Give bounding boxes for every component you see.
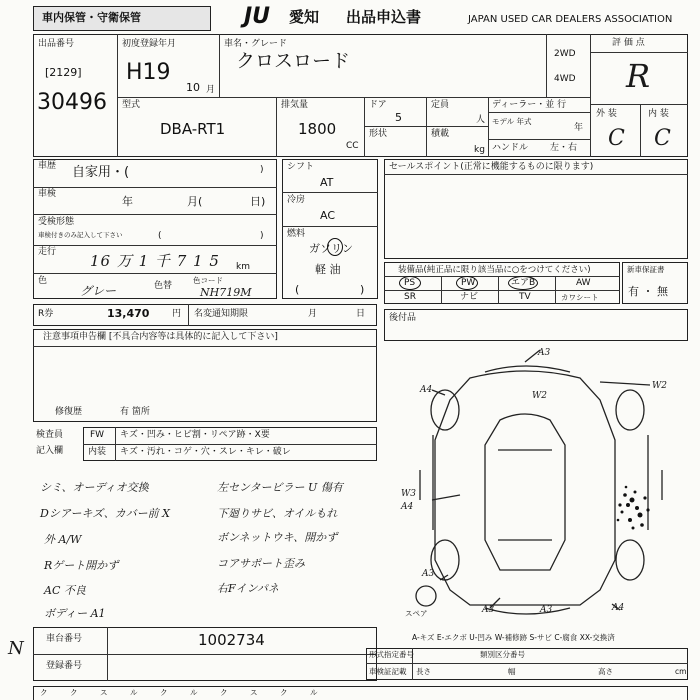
name-change-label: 名変通知期限 [194,309,249,319]
model-year-label: モデル 年式 [492,117,532,126]
mileage-label: 走行 [38,247,57,257]
note-11: ボディー A1 [44,607,106,620]
note-7: Rゲート開かず [44,559,119,572]
inspector-label-1: 検査員 [36,430,64,440]
dimensions-label: 車検証記載 [369,667,407,676]
displacement-unit: CC [346,141,359,151]
repair-label: 修復歴 [55,407,83,417]
handle-label: ハンドル [492,143,529,153]
footer-9: ク [280,688,288,697]
first-reg-label: 初度登録年月 [122,39,177,49]
grade-value: R [626,57,651,95]
capacity-label: 定員 [431,100,450,110]
ac-value: AC [320,209,336,222]
color-change-label: 色替 [154,281,173,291]
english-title: JAPAN USED CAR DEALERS ASSOCIATION [468,14,673,25]
note-4: 下廻りサビ、オイルもれ [217,507,338,520]
form-reg-label: 形式指定番号 [369,650,414,659]
selling-points-label: セールスポイント(正常に機能するものに限ります) [389,162,594,172]
ac-label: 冷房 [287,195,306,205]
reception-open: ( [158,231,162,241]
footer-10: ル [310,688,318,697]
shift-value: AT [320,176,334,189]
color-value: グレー [80,284,117,298]
equipment-label: 装備品(純正品に限り該当品に○をつけてください) [398,265,591,275]
inspector-interior: 内装 [88,447,107,457]
mark-a3-rear: A3 [540,605,553,615]
reception-close: ) [260,231,264,241]
name-change-month: 月 [308,309,318,319]
mark-w2-top: W2 [532,391,547,401]
displacement-value: 1800 [298,120,337,138]
equip-pw: PW [461,278,476,288]
shift-label: シフト [287,162,315,172]
doors-value: 5 [395,111,402,124]
chassis-value: 1002734 [198,631,265,649]
mark-a3-top: A3 [538,348,551,358]
fuel-close: ) [360,283,365,296]
lot-label: 出品番号 [38,39,75,49]
note-9: AC 不良 [44,584,86,597]
equip-ps: PS [404,278,416,288]
dim-length: 長さ [416,667,431,676]
recycle-label: R券 [38,309,54,319]
fuel-options: ガソリン [309,242,353,255]
note-10: 右Fインパネ [217,582,279,595]
type-value: DBA-RT1 [160,120,226,138]
equip-aw: AW [576,278,591,288]
inspection-year: 年 [122,195,133,208]
inspection-day: 日) [250,195,266,208]
dim-height: 高さ [598,667,613,676]
inspection-label: 車検 [38,189,57,199]
model-year-unit: 年 [574,123,584,133]
mark-a3-bottom: A3 [482,605,495,615]
note-5: 外 A/W [44,533,82,546]
notes-label: 注意事項申告欄 [不具合内容等は具体的に記入して下さい] [43,332,278,342]
fuel-open: ( [295,283,300,296]
mark-a4-rear: A4 [612,603,625,613]
registration-label: 登録番号 [46,661,83,671]
note-6: ボンネットウキ、開かず [217,531,338,544]
parts-label: 後付品 [389,313,417,323]
drive-4wd: 4WD [554,74,576,84]
warranty-value: 有 ・ 無 [628,285,668,298]
history-value: 自家用・( [72,165,130,180]
doors-label: ドア [369,100,387,110]
capacity-unit: 人 [476,115,486,125]
recycle-value: 13,470 [107,307,150,320]
type-label: 型式 [122,100,141,110]
grade-label: 評 価 点 [612,38,645,48]
equip-airbag: エアB [511,278,536,288]
drive-2wd: 2WD [554,49,576,59]
warranty-label: 新車保証書 [627,265,665,274]
history-label: 車歴 [38,161,57,171]
handle-value: 左・右 [550,143,578,153]
footer-8: ス [250,688,258,697]
note-2: 左センタービラー U 傷有 [217,481,343,494]
footer-7: ク [220,688,228,697]
mark-w3: W3 [401,489,416,499]
inspector-interior-items: キズ・汚れ・コゲ・穴・スレ・キレ・破レ [120,447,291,457]
grade-interior-value: C [654,126,671,151]
lot-bracket: [2129] [45,66,82,79]
name-change-day: 日 [356,309,366,319]
first-reg-year: H19 [126,60,171,85]
damage-legend: A-キズ E-エクボ U-凹み W-補修跡 S-サビ C-腐食 XX-交換済 [412,633,615,642]
equip-sr: SR [404,292,416,302]
dim-unit: cm [675,667,687,676]
footer-1: ク [40,688,48,697]
spare-label: スペア [405,609,428,618]
lot-number: 30496 [37,90,107,115]
dim-width: 幅 [508,667,516,676]
dealer-label: ディーラー・並 行 [492,100,567,110]
color-code-label: 色コード [193,276,223,285]
grade-exterior-label: 外 装 [596,109,617,119]
footer-6: ル [190,688,198,697]
ju-logo: JU [244,4,271,29]
shape-label: 形状 [369,129,388,139]
mark-a4-left: A4 [420,385,433,395]
mileage-unit: km [236,262,250,272]
color-label: 色 [38,276,48,286]
recycle-unit: 円 [172,309,182,319]
class-label: 類別区分番号 [480,650,525,659]
fuel-label: 燃料 [287,229,306,239]
footer-5: ク [160,688,168,697]
note-3: Dシアーキズ、カバー前 X [40,507,170,520]
inspector-label-2: 記入欄 [36,446,64,456]
repair-value: 有 箇所 [120,407,150,417]
side-mark: N [8,638,24,659]
first-reg-month-unit: 月 [206,85,216,95]
footer-2: ク [70,688,78,697]
mark-w2-right: W2 [652,381,667,391]
equip-leather: カワシート [561,293,599,302]
footer-4: ル [130,688,138,697]
brand-name: 愛知 [289,8,320,26]
history-close: ) [260,165,264,175]
inspector-fw-items: キズ・凹み・ヒビ割・リペア跡・X要 [120,430,270,440]
color-code-value: NH719M [200,286,252,299]
inspector-fw: FW [90,430,105,440]
mark-a3-left: A3 [422,569,435,579]
load-label: 積載 [431,129,450,139]
form-title: 出品申込書 [346,8,422,26]
displacement-label: 排気量 [281,100,309,110]
storage-label: 車内保管・守衛保管 [42,11,141,24]
load-unit: kg [474,145,485,155]
mileage-value: 16 万 1 千 7 1 5 [90,252,220,270]
fuel-diesel: 軽 油 [315,263,341,276]
note-1: シミ、オーディオ交換 [40,481,149,494]
first-reg-month: 10 [186,81,200,94]
equip-tv: TV [519,292,531,302]
reception-label: 受検形態 [38,217,75,227]
mark-a4-side: A4 [401,502,414,512]
dimensions-frame [366,648,688,680]
model-name-value: クロスロード [236,50,351,72]
model-name-label: 車名・グレード [224,39,288,49]
grade-interior-label: 内 装 [648,109,669,119]
footer-3: ス [100,688,108,697]
equip-navi: ナビ [460,292,479,302]
grade-exterior-value: C [608,126,625,151]
reception-note: 車検付きのみ記入して下さい [38,231,123,239]
note-8: コアサポート歪み [217,557,305,570]
chassis-label: 車台番号 [46,634,83,644]
inspection-month: 月( [187,195,203,208]
